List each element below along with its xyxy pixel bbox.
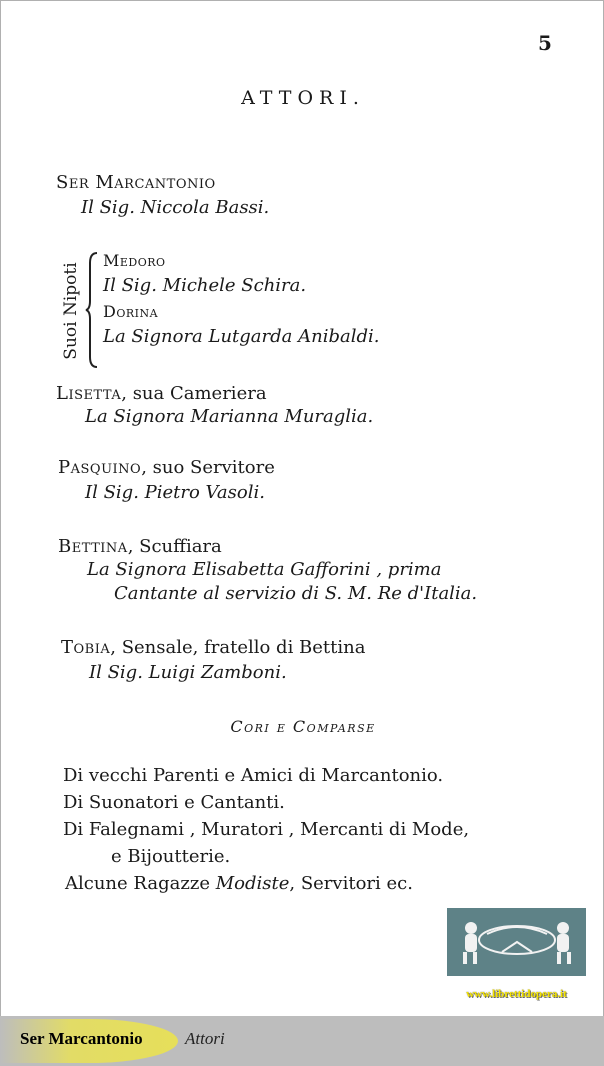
chorus-line: Di Suonatori e Cantanti. bbox=[63, 792, 285, 813]
role-desc: , Scuffiara bbox=[127, 536, 222, 557]
role-desc: , sua Cameriera bbox=[121, 383, 267, 404]
role-desc: , suo Servitore bbox=[141, 457, 275, 478]
role-desc: , Sensale, fratello di Bettina bbox=[110, 637, 366, 658]
role-name: Tobia bbox=[61, 637, 111, 658]
site-link[interactable]: www.librettidopera.it bbox=[466, 988, 567, 1000]
role-name: Medoro bbox=[103, 251, 166, 270]
cherubs-garland-logo[interactable] bbox=[447, 908, 586, 976]
performer: Il Sig. Niccola Bassi. bbox=[81, 197, 270, 218]
page-title: ATTORI. bbox=[241, 87, 365, 109]
performer-continued: Cantante al servizio di S. M. Re d'Italia. bbox=[114, 583, 478, 604]
chorus-line: Di Falegnami , Muratori , Mercanti di Mode, bbox=[63, 819, 470, 840]
cherubs-icon bbox=[457, 914, 577, 970]
chorus-line: Alcune Ragazze Modiste, Servitori ec. bbox=[65, 873, 413, 894]
brace-icon bbox=[85, 251, 99, 369]
performer: Il Sig. Pietro Vasoli. bbox=[85, 482, 265, 503]
chorus-line: e Bijoutterie. bbox=[111, 846, 231, 867]
opera-title[interactable]: Ser Marcantonio bbox=[20, 1029, 143, 1048]
chorus-line: Di vecchi Parenti e Amici di Marcantonio. bbox=[63, 765, 444, 786]
performer: Il Sig. Luigi Zamboni. bbox=[89, 662, 287, 683]
performer: Il Sig. Michele Schira. bbox=[103, 275, 307, 296]
role-name: Lisetta bbox=[56, 383, 122, 404]
role-name: Dorina bbox=[103, 302, 159, 321]
footer-bar bbox=[0, 1016, 604, 1066]
role-name: Bettina bbox=[58, 536, 128, 557]
page-number: 5 bbox=[538, 31, 552, 55]
chorus-heading: Cori e Comparse bbox=[230, 717, 376, 736]
group-label: Suoi Nipoti bbox=[61, 262, 81, 360]
section-title[interactable]: Attori bbox=[185, 1029, 225, 1048]
performer: La Signora Lutgarda Anibaldi. bbox=[103, 326, 380, 347]
performer: La Signora Elisabetta Gafforini , prima bbox=[87, 559, 442, 580]
performer: La Signora Marianna Muraglia. bbox=[85, 406, 374, 427]
role-name: Pasquino bbox=[58, 457, 142, 478]
role-name: Ser Marcantonio bbox=[56, 172, 216, 193]
